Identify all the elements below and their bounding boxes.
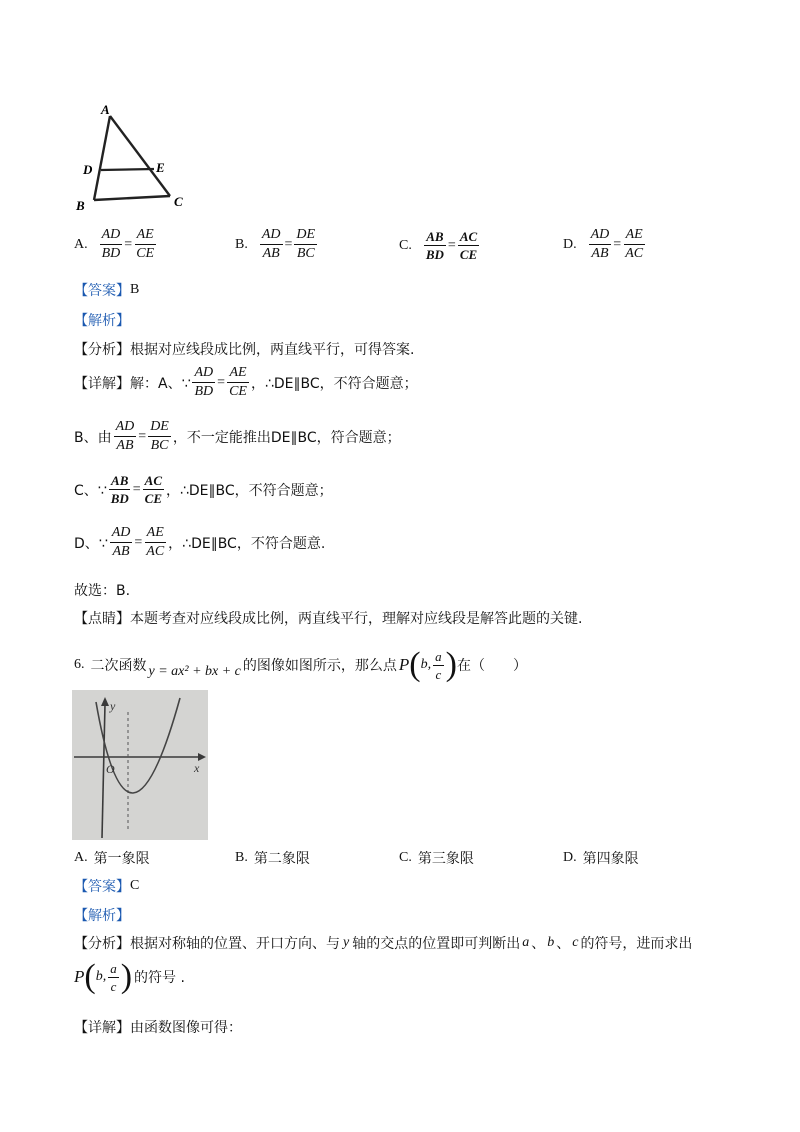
q5-detail-a [74,366,418,399]
fenxi-text-1: 根据对称轴的位置、开口方向、与 [130,936,340,952]
detail-label: 【详解】 [74,1020,130,1036]
answer-value: B [130,282,140,297]
fraction: $\frac{AE}{AC}$ [146,525,165,559]
left-paren: ( [409,646,421,683]
q5-option-b[interactable] [235,228,319,261]
detail-a-suffix: ，∴DE∥BC，不符合题意； [250,375,418,392]
fraction: $\frac{AD}{AB}$ [261,227,281,261]
fraction: $\frac{AD}{BD}$ [101,227,121,261]
origin-label: O [106,762,115,776]
fraction: $\frac{AD}{BD}$ [194,365,214,399]
option-key: C. [399,850,412,865]
analysis-label: 【解析】 [74,908,130,924]
comment-label: 【点睛】 [74,611,130,627]
stem-part-2: 的图像如图所示，那么点 [242,658,397,674]
fenxi-text-3: 的符号，进而求出 [580,936,693,952]
q5-fenxi-line [74,339,414,359]
fenxi-tail: 的符号 . [134,970,185,986]
fenxi-a: a [522,935,530,950]
comment-text: 本题考查对应线段成比例，两直线平行，理解对应线段是解答此题的关键. [130,611,583,627]
point-fraction: $\frac{a}{c}$ [110,960,117,994]
q6-detail-line [74,1017,242,1037]
option-key: A. [74,850,88,865]
vertex-c-label: C [174,194,183,209]
q5-detail-b [74,420,401,453]
fraction: $\frac{AB}{BD}$ [425,229,444,262]
q5-detail-d [74,526,325,559]
detail-text: 由函数图像可得： [130,1020,242,1036]
parabola-graph [72,690,208,840]
right-paren: ) [120,958,133,995]
fenxi-text: 根据对应线段成比例，两直线平行，可得答案. [130,342,415,358]
detail-c-prefix: C、∵ [74,482,107,499]
q5-option-c[interactable] [399,230,481,261]
stem-part-3: 在（ ） [456,658,527,674]
q6-option-c[interactable] [399,848,474,868]
answer-label: 【答案】 [74,283,130,299]
option-key: C. [399,237,412,253]
point-b: b, [95,969,107,984]
x-axis-label: x [194,761,200,775]
fraction: $\frac{AE}{CE}$ [136,227,155,261]
analysis-label: 【解析】 [74,313,130,329]
function-expression: y = ax² + bx + c [148,664,241,679]
fenxi-y: y [343,935,350,950]
y-axis-label: y [110,699,116,713]
q6-option-a[interactable] [74,848,150,868]
equals-sign: = [134,534,143,550]
vertex-b-label: B [76,198,85,213]
point-b: b, [420,657,432,672]
option-text: 第一象限 [93,851,150,867]
detail-b-prefix: B、由 [74,429,112,446]
answer-value: C [130,878,140,893]
fenxi-text-2: 轴的交点的位置即可判断出 [352,936,521,952]
q5-option-a[interactable] [74,228,158,261]
q6-option-b[interactable] [235,848,310,868]
fraction: $\frac{AD}{AB}$ [111,525,131,559]
choose-text: 故选：B. [74,583,131,599]
option-text: 第三象限 [417,851,474,867]
fenxi-label: 【分析】 [74,936,130,952]
vertex-d-label: D [83,162,93,177]
equals-sign: = [124,236,133,252]
question-number: 6. [74,657,85,672]
fraction: $\frac{DE}{BC}$ [150,419,169,453]
detail-d-prefix: D、∵ [74,535,108,552]
detail-d-suffix: ，∴DE∥BC，不符合题意. [168,535,326,552]
fraction: $\frac{AE}{CE}$ [229,365,247,399]
triangle-figure [72,98,192,218]
q6-fenxi-line [74,933,692,953]
option-key: A. [74,236,88,252]
fraction: $\frac{AD}{AB}$ [590,227,610,261]
fenxi-sep-1: 、 [531,936,546,952]
left-paren: ( [84,958,96,995]
fraction: $\frac{DE}{BC}$ [296,227,316,261]
q5-choose [74,580,130,600]
q5-option-d[interactable] [563,228,647,261]
vertex-e-label: E [156,160,165,175]
fenxi-label: 【分析】 [74,342,130,358]
fraction: $\frac{AC}{CE}$ [459,229,478,262]
option-text: 第二象限 [253,851,310,867]
answer-label: 【答案】 [74,879,130,895]
point-fraction: $\frac{a}{c}$ [435,648,442,682]
point-name: P [398,655,410,674]
equals-sign: = [217,374,226,390]
q5-answer-line [74,280,139,300]
detail-c-suffix: ，∴DE∥BC，不符合题意； [166,482,333,499]
right-paren: ) [445,646,457,683]
point-name: P [74,967,85,986]
vertex-a-label: A [101,102,110,117]
q6-fenxi-line-2 [74,960,185,994]
fraction: $\frac{AC}{CE}$ [144,473,162,506]
equals-sign: = [138,428,147,444]
equals-sign: = [447,237,456,253]
q6-option-d[interactable] [563,848,639,868]
stem-part-1: 二次函数 [90,658,147,674]
detail-a-prefix: 解：A、∵ [130,375,191,392]
q5-detail-c [74,474,333,505]
q6-answer-line [74,876,139,896]
fenxi-sep-2: 、 [556,936,571,952]
equals-sign: = [284,236,293,252]
q5-comment [74,608,582,628]
option-text: 第四象限 [582,851,639,867]
fenxi-b: b [547,935,555,950]
equals-sign: = [613,236,622,252]
option-key: D. [563,236,577,252]
fraction: $\frac{AB}{BD}$ [110,473,129,506]
q6-stem [74,648,527,682]
option-key: B. [235,850,248,865]
q5-analysis-label [74,310,130,330]
option-key: D. [563,850,577,865]
detail-b-suffix: ，不一定能推出DE∥BC，符合题意； [172,429,401,446]
detail-label: 【详解】 [74,375,130,392]
fenxi-c: c [572,935,579,950]
equals-sign: = [132,481,141,497]
fraction: $\frac{AD}{AB}$ [115,419,135,453]
fraction: $\frac{AE}{AC}$ [625,227,644,261]
option-key: B. [235,236,248,252]
q6-analysis-label [74,905,130,925]
